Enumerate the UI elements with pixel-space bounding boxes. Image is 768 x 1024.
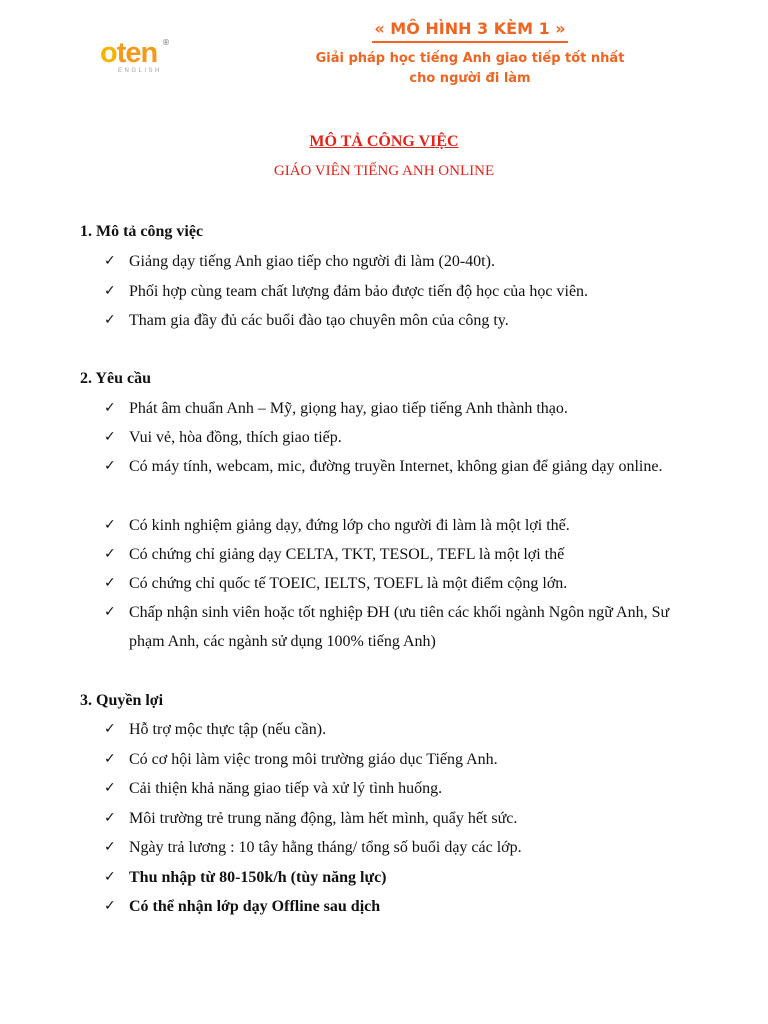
checkmark-icon: ✓ <box>104 780 116 796</box>
header-subtitle-line2: cho người đi làm <box>409 71 531 86</box>
checkmark-icon: ✓ <box>104 721 116 737</box>
checkmark-icon: ✓ <box>104 517 116 533</box>
header-title: « MÔ HÌNH 3 KÈM 1 » <box>372 18 567 43</box>
checkmark-icon: ✓ <box>104 898 116 914</box>
section-heading: 3. Quyền lợi <box>80 692 164 709</box>
checkmark-icon: ✓ <box>104 312 116 328</box>
section-heading: 1. Mô tả công việc <box>80 223 204 240</box>
registered-mark: ® <box>162 38 170 47</box>
section-heading: 2. Yêu cầu <box>80 370 151 387</box>
checkmark-icon: ✓ <box>104 546 116 562</box>
oten-english-logo <box>100 36 180 80</box>
document-subtitle: GIÁO VIÊN TIẾNG ANH ONLINE <box>273 163 495 179</box>
checkmark-icon: ✓ <box>104 839 116 855</box>
checkmark-icon: ✓ <box>104 253 116 269</box>
checkmark-icon: ✓ <box>104 429 116 445</box>
checkmark-icon: ✓ <box>104 810 116 826</box>
header-banner <box>300 18 640 89</box>
logo-wordmark: oten <box>100 37 158 69</box>
checkmark-icon: ✓ <box>104 575 116 591</box>
header-subtitle-line1: Giải pháp học tiếng Anh giao tiếp tốt nhất <box>315 51 625 66</box>
checkmark-icon: ✓ <box>104 604 116 620</box>
checkmark-icon: ✓ <box>104 400 116 416</box>
checkmark-icon: ✓ <box>104 283 116 299</box>
checkmark-icon: ✓ <box>104 869 116 885</box>
document-title: MÔ TẢ CÔNG VIỆC <box>309 133 459 150</box>
logo-subtext: ENGLISH <box>118 68 162 74</box>
checkmark-icon: ✓ <box>104 751 116 767</box>
checkmark-icon: ✓ <box>104 458 116 474</box>
